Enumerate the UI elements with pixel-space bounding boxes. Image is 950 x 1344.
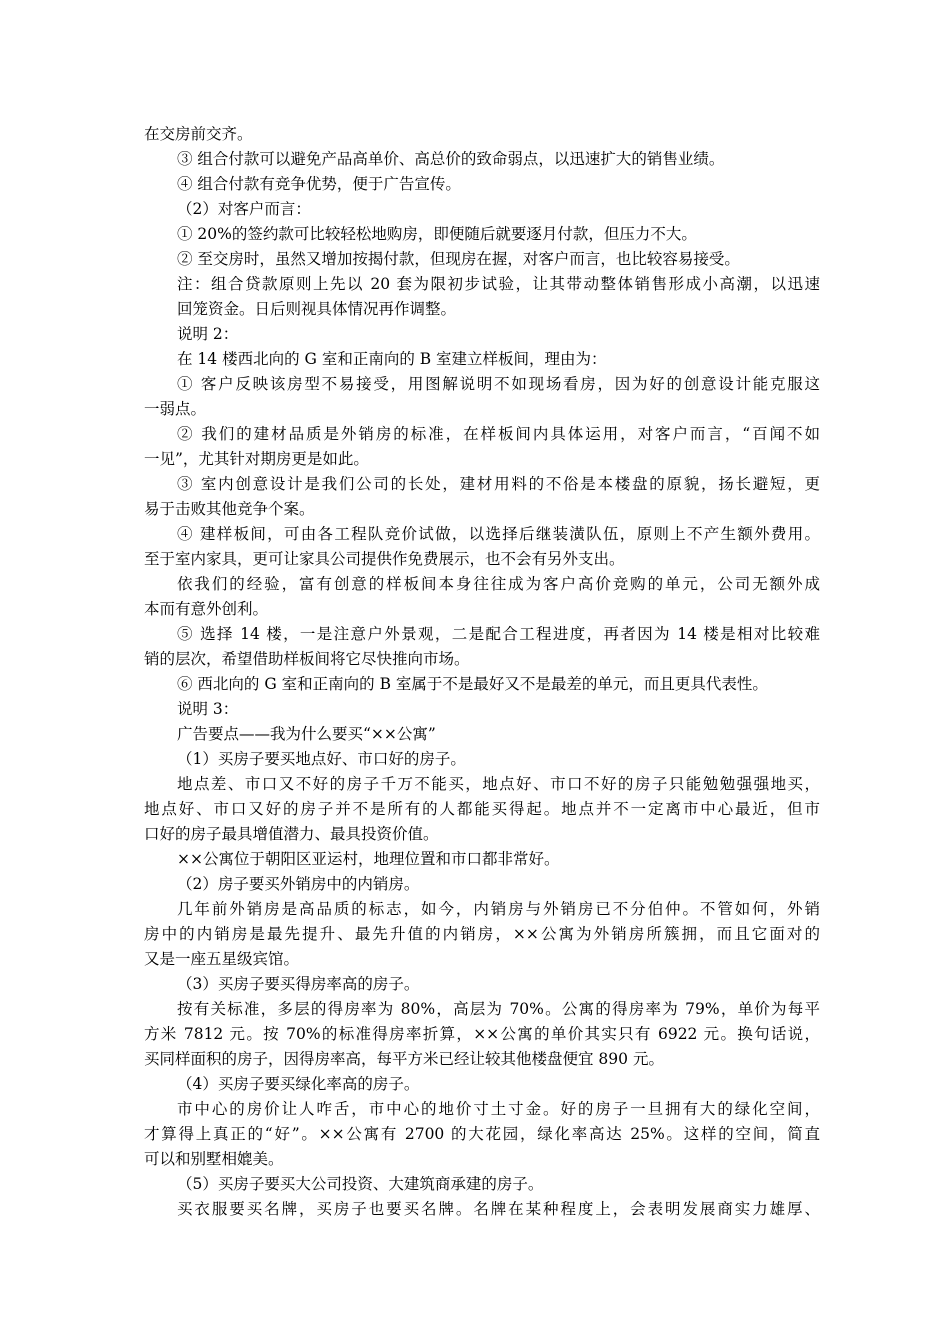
- paragraph-line: 销的层次，希望借助样板间将它尽快推向市场。: [144, 650, 470, 668]
- paragraph-line: 房中的内销房是最先提升、最先升值的内销房，××公寓为外销房所簇拥，而且它面对的: [144, 925, 820, 943]
- paragraph-line: （2）房子要买外销房中的内销房。: [177, 875, 420, 893]
- paragraph-line: 广告要点——我为什么要买“××公寓”: [177, 725, 436, 743]
- paragraph-line: 地点差、市口又不好的房子千万不能买，地点好、市口不好的房子只能勉勉强强地买，: [177, 775, 820, 793]
- paragraph-line: 在 14 楼西北向的 G 室和正南向的 B 室建立样板间，理由为：: [177, 350, 607, 368]
- paragraph-line: 本而有意外创利。: [144, 600, 269, 618]
- paragraph-line: （1）买房子要买地点好、市口好的房子。: [177, 750, 466, 768]
- paragraph-line: ④ 建样板间，可由各工程队竞价试做，以选择后继装潢队伍，原则上不产生额外费用。: [177, 525, 820, 543]
- paragraph-line: 说明 3：: [177, 700, 239, 718]
- paragraph-line: ② 我们的建材品质是外销房的标准，在样板间内具体运用，对客户而言，“百闻不如: [177, 425, 820, 443]
- paragraph-line: 又是一座五星级宾馆。: [144, 950, 300, 968]
- paragraph-line: 口好的房子最具增值潜力、最具投资价值。: [144, 825, 439, 843]
- paragraph-line: 依我们的经验，富有创意的样板间本身往往成为客户高价竞购的单元，公司无额外成: [177, 575, 820, 593]
- paragraph-line: 方米 7812 元。按 70%的标准得房率折算，××公寓的单价其实只有 6922 元。换句话说，: [144, 1025, 820, 1043]
- paragraph-line: 易于击败其他竞争个案。: [144, 500, 315, 518]
- paragraph-line: 一弱点。: [144, 400, 207, 418]
- paragraph-line: 市中心的房价让人咋舌，市中心的地价寸土寸金。好的房子一旦拥有大的绿化空间，: [177, 1100, 820, 1118]
- paragraph-line: ① 客户反映该房型不易接受，用图解说明不如现场看房，因为好的创意设计能克服这: [177, 375, 820, 393]
- paragraph-line: 买衣服要买名牌，买房子也要买名牌。名牌在某种程度上，会表明发展商实力雄厚、: [177, 1200, 820, 1218]
- paragraph-line: 注：组合贷款原则上先以 20 套为限初步试验，让其带动整体销售形成小高潮，以迅速: [177, 275, 820, 293]
- paragraph-line: 买同样面积的房子，因得房率高，每平方米已经让较其他楼盘便宜 890 元。: [144, 1050, 664, 1068]
- paragraph-line: 回笼资金。日后则视具体情况再作调整。: [177, 300, 457, 318]
- paragraph-line: ③ 室内创意设计是我们公司的长处，建材用料的不俗是本楼盘的原貌，扬长避短，更: [177, 475, 820, 493]
- paragraph-line: 按有关标准，多层的得房率为 80%，高层为 70%。公寓的得房率为 79%，单价为每平: [177, 1000, 820, 1018]
- paragraph-line: 地点好、市口又好的房子并不是所有的人都能买得起。地点并不一定离市中心最近，但市: [144, 800, 820, 818]
- paragraph-line: （5）买房子要买大公司投资、大建筑商承建的房子。: [177, 1175, 544, 1193]
- paragraph-line: ④ 组合付款有竞争优势，便于广告宣传。: [177, 175, 461, 193]
- paragraph-line: 才算得上真正的“好”。××公寓有 2700 的大花园，绿化率高达 25%。这样的空间，简直: [144, 1125, 820, 1143]
- paragraph-line: 一见”，尤其针对期房更是如此。: [144, 450, 369, 468]
- paragraph-line: ② 至交房时，虽然又增加按揭付款，但现房在握，对客户而言，也比较容易接受。: [177, 250, 740, 268]
- paragraph-line: 在交房前交齐。: [144, 125, 253, 143]
- paragraph-line: （3）买房子要买得房率高的房子。: [177, 975, 420, 993]
- document-body: [144, 122, 820, 1222]
- paragraph-line: （4）买房子要买绿化率高的房子。: [177, 1075, 420, 1093]
- paragraph-line: ⑥ 西北向的 G 室和正南向的 B 室属于不是最好又不是最差的单元，而且更具代表性。: [177, 675, 768, 693]
- paragraph-line: ××公寓位于朝阳区亚运村，地理位置和市口都非常好。: [177, 850, 560, 868]
- paragraph-line: 说明 2：: [177, 325, 239, 343]
- paragraph-line: （2）对客户而言：: [177, 200, 311, 218]
- paragraph-line: ① 20%的签约款可比较轻松地购房，即便随后就要逐月付款，但压力不大。: [177, 225, 697, 243]
- paragraph-line: 可以和别墅相媲美。: [144, 1150, 284, 1168]
- paragraph-line: ③ 组合付款可以避免产品高单价、高总价的致命弱点，以迅速扩大的销售业绩。: [177, 150, 725, 168]
- paragraph-line: 至于室内家具，更可让家具公司提供作免费展示，也不会有另外支出。: [144, 550, 625, 568]
- paragraph-line: 几年前外销房是高品质的标志，如今，内销房与外销房已不分伯仲。不管如何，外销: [177, 900, 820, 918]
- paragraph-line: ⑤ 选择 14 楼，一是注意户外景观，二是配合工程进度，再者因为 14 楼是相对比较难: [177, 625, 820, 643]
